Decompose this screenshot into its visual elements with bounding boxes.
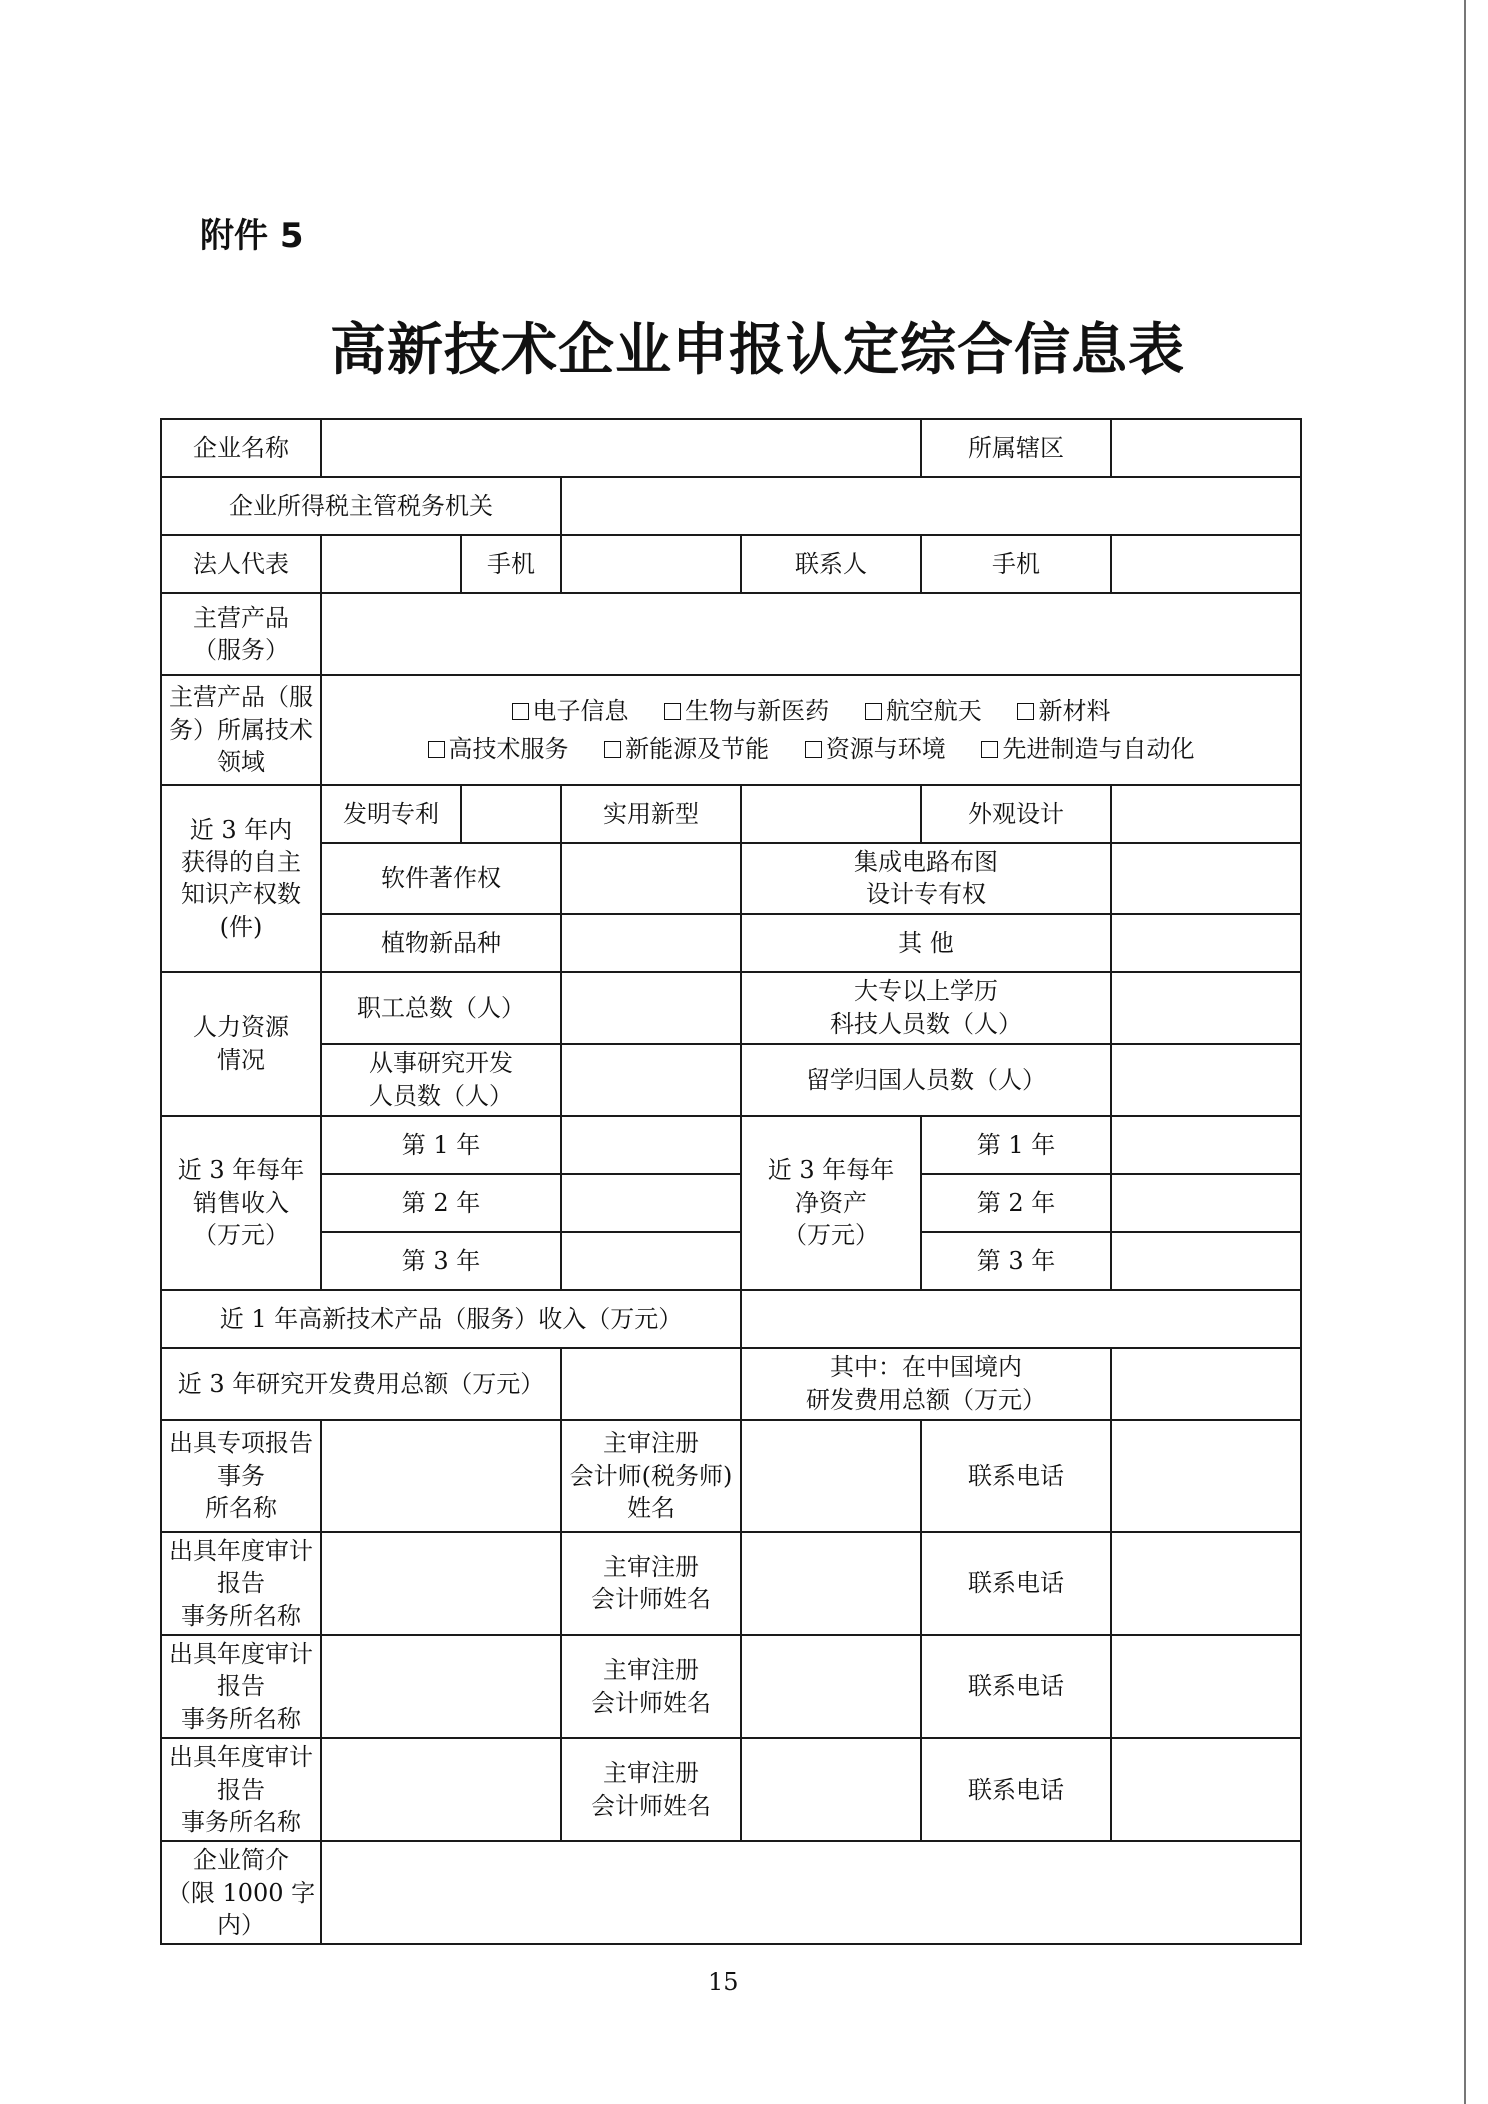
assets-year3-field[interactable] (1111, 1232, 1301, 1290)
assets-label (741, 1116, 921, 1290)
row-special-firm (161, 1420, 1301, 1532)
audit-firm-field[interactable] (321, 1532, 561, 1635)
cpa-tax-label (561, 1420, 741, 1532)
ip-label-line4: (件) (219, 912, 263, 941)
intro-field[interactable] (321, 1841, 1301, 1944)
college-staff-field[interactable] (1111, 972, 1301, 1044)
option-advanced-manufacturing[interactable]: 先进制造与自动化 (981, 730, 1194, 768)
option-aerospace[interactable]: 航空航天 (865, 692, 982, 730)
phone-field[interactable] (1111, 1635, 1301, 1738)
cpa-label (561, 1635, 741, 1738)
cpa-label (561, 1738, 741, 1841)
rd-staff-label-line2: 人员数（人） (369, 1081, 513, 1110)
phone-label: 联系电话 (921, 1532, 1111, 1635)
info-form (160, 418, 1300, 1938)
sales-label (161, 1116, 321, 1290)
rd-domestic-label (741, 1348, 1111, 1420)
main-product-label (161, 593, 321, 675)
ic-layout-field[interactable] (1111, 843, 1301, 914)
cpa-tax-label-line2: 会计师(税务师) (569, 1461, 733, 1490)
checkbox-icon[interactable] (664, 703, 681, 720)
sales-label-line1: 近 3 年每年 (177, 1156, 305, 1185)
returnees-label: 留学归国人员数（人） (741, 1044, 1111, 1116)
assets-year3-label: 第 3 年 (921, 1232, 1111, 1290)
scan-edge-line (1464, 0, 1466, 2104)
hightech-income-label: 近 1 年高新技术产品（服务）收入（万元） (161, 1290, 741, 1348)
company-name-field[interactable] (321, 419, 921, 477)
special-firm-label-line2: 所名称 (205, 1493, 277, 1522)
plant-variety-label: 植物新品种 (321, 914, 561, 972)
checkbox-icon[interactable] (1017, 703, 1034, 720)
tech-field-label-line2: 务）所属技术 (169, 715, 313, 744)
rd-total-label: 近 3 年研究开发费用总额（万元） (161, 1348, 561, 1420)
rd-staff-label-line1: 从事研究开发 (369, 1049, 513, 1078)
tech-field-row-2 (326, 730, 1296, 768)
tax-authority-label: 企业所得税主管税务机关 (161, 477, 561, 535)
ip-label (161, 785, 321, 972)
page-number: 15 (708, 1968, 739, 1996)
cpa-tax-label-line1: 主审注册 (603, 1429, 699, 1458)
college-staff-label (741, 972, 1111, 1044)
phone-field[interactable] (1111, 1738, 1301, 1841)
special-firm-label-line1: 出具专项报告事务 (169, 1429, 313, 1490)
hr-label-line1: 人力资源 (193, 1013, 289, 1042)
row-intro (161, 1841, 1301, 1944)
ic-layout-label-line1: 集成电路布图 (854, 848, 998, 876)
cpa-label-line1: 主审注册 (603, 1759, 699, 1788)
audit-firm-field[interactable] (321, 1738, 561, 1841)
sales-year1-label: 第 1 年 (321, 1116, 561, 1174)
audit-firm-label (161, 1532, 321, 1635)
assets-label-line3: （万元） (783, 1220, 879, 1249)
row-company (161, 419, 1301, 477)
cpa-field[interactable] (741, 1532, 921, 1635)
row-audit-firm-3 (161, 1738, 1301, 1841)
main-product-label-line2: （服务） (193, 636, 289, 664)
checkbox-icon[interactable] (512, 703, 529, 720)
checkbox-icon[interactable] (428, 741, 445, 758)
tech-field-label-line3: 领域 (217, 748, 265, 777)
ic-layout-label (741, 843, 1111, 914)
cpa-label (561, 1532, 741, 1635)
sales-label-line2: 销售收入 (193, 1188, 289, 1217)
audit-firm-field[interactable] (321, 1635, 561, 1738)
rd-domestic-label-line2: 研发费用总额（万元） (806, 1385, 1046, 1414)
college-staff-label-line2: 科技人员数（人） (830, 1009, 1022, 1038)
staff-total-label: 职工总数（人） (321, 972, 561, 1044)
tech-field-options (321, 675, 1301, 785)
company-name-label: 企业名称 (161, 419, 321, 477)
audit-firm-label-line2: 事务所名称 (181, 1807, 301, 1836)
returnees-field[interactable] (1111, 1044, 1301, 1116)
row-hightech-income (161, 1290, 1301, 1348)
row-hr-2 (161, 1044, 1301, 1116)
phone-label: 联系电话 (921, 1738, 1111, 1841)
legal-rep-field[interactable] (321, 535, 461, 593)
assets-year2-field[interactable] (1111, 1174, 1301, 1232)
mobile-field-1[interactable] (561, 535, 741, 593)
attachment-label: 附件 5 (200, 216, 304, 256)
cpa-label-line2: 会计师姓名 (591, 1585, 711, 1614)
phone-label: 联系电话 (921, 1635, 1111, 1738)
cpa-label-line1: 主审注册 (603, 1656, 699, 1685)
option-electronic-info[interactable]: 电子信息 (512, 692, 629, 730)
cpa-label-line2: 会计师姓名 (591, 1791, 711, 1820)
audit-firm-label (161, 1635, 321, 1738)
checkbox-icon[interactable] (981, 741, 998, 758)
sales-year2-label: 第 2 年 (321, 1174, 561, 1232)
cpa-field[interactable] (741, 1635, 921, 1738)
assets-year2-label: 第 2 年 (921, 1174, 1111, 1232)
rd-staff-label (321, 1044, 561, 1116)
cpa-tax-field[interactable] (741, 1420, 921, 1532)
row-rd-total (161, 1348, 1301, 1420)
cpa-label-line2: 会计师姓名 (591, 1688, 711, 1717)
row-ip-2 (161, 843, 1301, 914)
row-ip-3 (161, 914, 1301, 972)
sales-year3-field[interactable] (561, 1232, 741, 1290)
hightech-income-field[interactable] (741, 1290, 1301, 1348)
info-table (160, 418, 1302, 1945)
utility-label: 实用新型 (561, 785, 741, 843)
sales-year2-field[interactable] (561, 1174, 741, 1232)
ip-label-line1: 近 3 年内 (189, 815, 293, 844)
hr-label-line2: 情况 (217, 1045, 265, 1074)
legal-rep-label: 法人代表 (161, 535, 321, 593)
audit-firm-label-line1: 出具年度审计报告 (169, 1639, 313, 1701)
cpa-field[interactable] (741, 1738, 921, 1841)
other-ip-field[interactable] (1111, 914, 1301, 972)
tech-field-label (161, 675, 321, 785)
option-new-materials[interactable]: 新材料 (1017, 692, 1110, 730)
option-biomedicine[interactable]: 生物与新医药 (664, 692, 829, 730)
phone-field[interactable] (1111, 1420, 1301, 1532)
audit-firm-label-line2: 事务所名称 (181, 1601, 301, 1630)
software-label: 软件著作权 (321, 843, 561, 914)
row-legal (161, 535, 1301, 593)
district-label: 所属辖区 (921, 419, 1111, 477)
row-sales-2 (161, 1174, 1301, 1232)
option-new-energy[interactable]: 新能源及节能 (604, 730, 769, 768)
plant-variety-field[interactable] (561, 914, 741, 972)
tax-authority-field[interactable] (561, 477, 1301, 535)
software-field[interactable] (561, 843, 741, 914)
other-ip-label: 其 他 (741, 914, 1111, 972)
row-product (161, 593, 1301, 675)
assets-year1-label: 第 1 年 (921, 1116, 1111, 1174)
rd-staff-field[interactable] (561, 1044, 741, 1116)
ic-layout-label-line2: 设计专有权 (866, 880, 986, 909)
checkbox-icon[interactable] (604, 741, 621, 758)
district-field[interactable] (1111, 419, 1301, 477)
mobile-field-2[interactable] (1111, 535, 1301, 593)
rd-total-field[interactable] (561, 1348, 741, 1420)
tech-field-row-1 (326, 692, 1296, 730)
cpa-tax-label-line3: 姓名 (627, 1493, 675, 1522)
assets-label-line2: 净资产 (795, 1188, 867, 1217)
row-hr-1 (161, 972, 1301, 1044)
row-tax (161, 477, 1301, 535)
contact-label: 联系人 (741, 535, 921, 593)
sales-year3-label: 第 3 年 (321, 1232, 561, 1290)
checkbox-icon[interactable] (865, 703, 882, 720)
mobile-label-1: 手机 (461, 535, 561, 593)
rd-domestic-field[interactable] (1111, 1348, 1301, 1420)
staff-total-field[interactable] (561, 972, 741, 1044)
row-sales-3 (161, 1232, 1301, 1290)
special-firm-field[interactable] (321, 1420, 561, 1532)
audit-firm-label-line2: 事务所名称 (181, 1704, 301, 1733)
ip-label-line3: 知识产权数 (181, 880, 301, 909)
phone-label: 联系电话 (921, 1420, 1111, 1532)
intro-label-line2: （限 1000 字内） (166, 1878, 316, 1940)
invention-label: 发明专利 (321, 785, 461, 843)
row-tech-field (161, 675, 1301, 785)
rd-domestic-label-line1: 其中：在中国境内 (830, 1353, 1022, 1382)
hr-label (161, 972, 321, 1116)
phone-field[interactable] (1111, 1532, 1301, 1635)
assets-label-line1: 近 3 年每年 (767, 1156, 895, 1185)
audit-firm-label (161, 1738, 321, 1841)
audit-firm-label-line1: 出具年度审计报告 (169, 1536, 313, 1598)
intro-label (161, 1841, 321, 1944)
invention-field[interactable] (461, 785, 561, 843)
mobile-label-2: 手机 (921, 535, 1111, 593)
utility-field[interactable] (741, 785, 921, 843)
audit-firm-label-line1: 出具年度审计报告 (169, 1743, 313, 1804)
tech-field-label-line1: 主营产品（服 (169, 683, 313, 712)
special-firm-label (161, 1420, 321, 1532)
main-product-field[interactable] (321, 593, 1301, 675)
row-audit-firm-2 (161, 1635, 1301, 1738)
row-sales-1 (161, 1116, 1301, 1174)
assets-year1-field[interactable] (1111, 1116, 1301, 1174)
ip-label-line2: 获得的自主 (181, 848, 301, 876)
main-product-label-line1: 主营产品 (193, 603, 289, 632)
design-label: 外观设计 (921, 785, 1111, 843)
option-resources-env[interactable]: 资源与环境 (805, 730, 946, 768)
intro-label-line1: 企业简介 (193, 1846, 289, 1875)
college-staff-label-line1: 大专以上学历 (854, 977, 998, 1006)
option-hightech-service[interactable]: 高技术服务 (428, 730, 569, 768)
row-audit-firm-1 (161, 1532, 1301, 1635)
document-title: 高新技术企业申报认定综合信息表 (330, 317, 1185, 383)
checkbox-icon[interactable] (805, 741, 822, 758)
sales-year1-field[interactable] (561, 1116, 741, 1174)
cpa-label-line1: 主审注册 (603, 1552, 699, 1581)
design-field[interactable] (1111, 785, 1301, 843)
row-ip-1 (161, 785, 1301, 843)
sales-label-line3: （万元） (193, 1220, 289, 1249)
